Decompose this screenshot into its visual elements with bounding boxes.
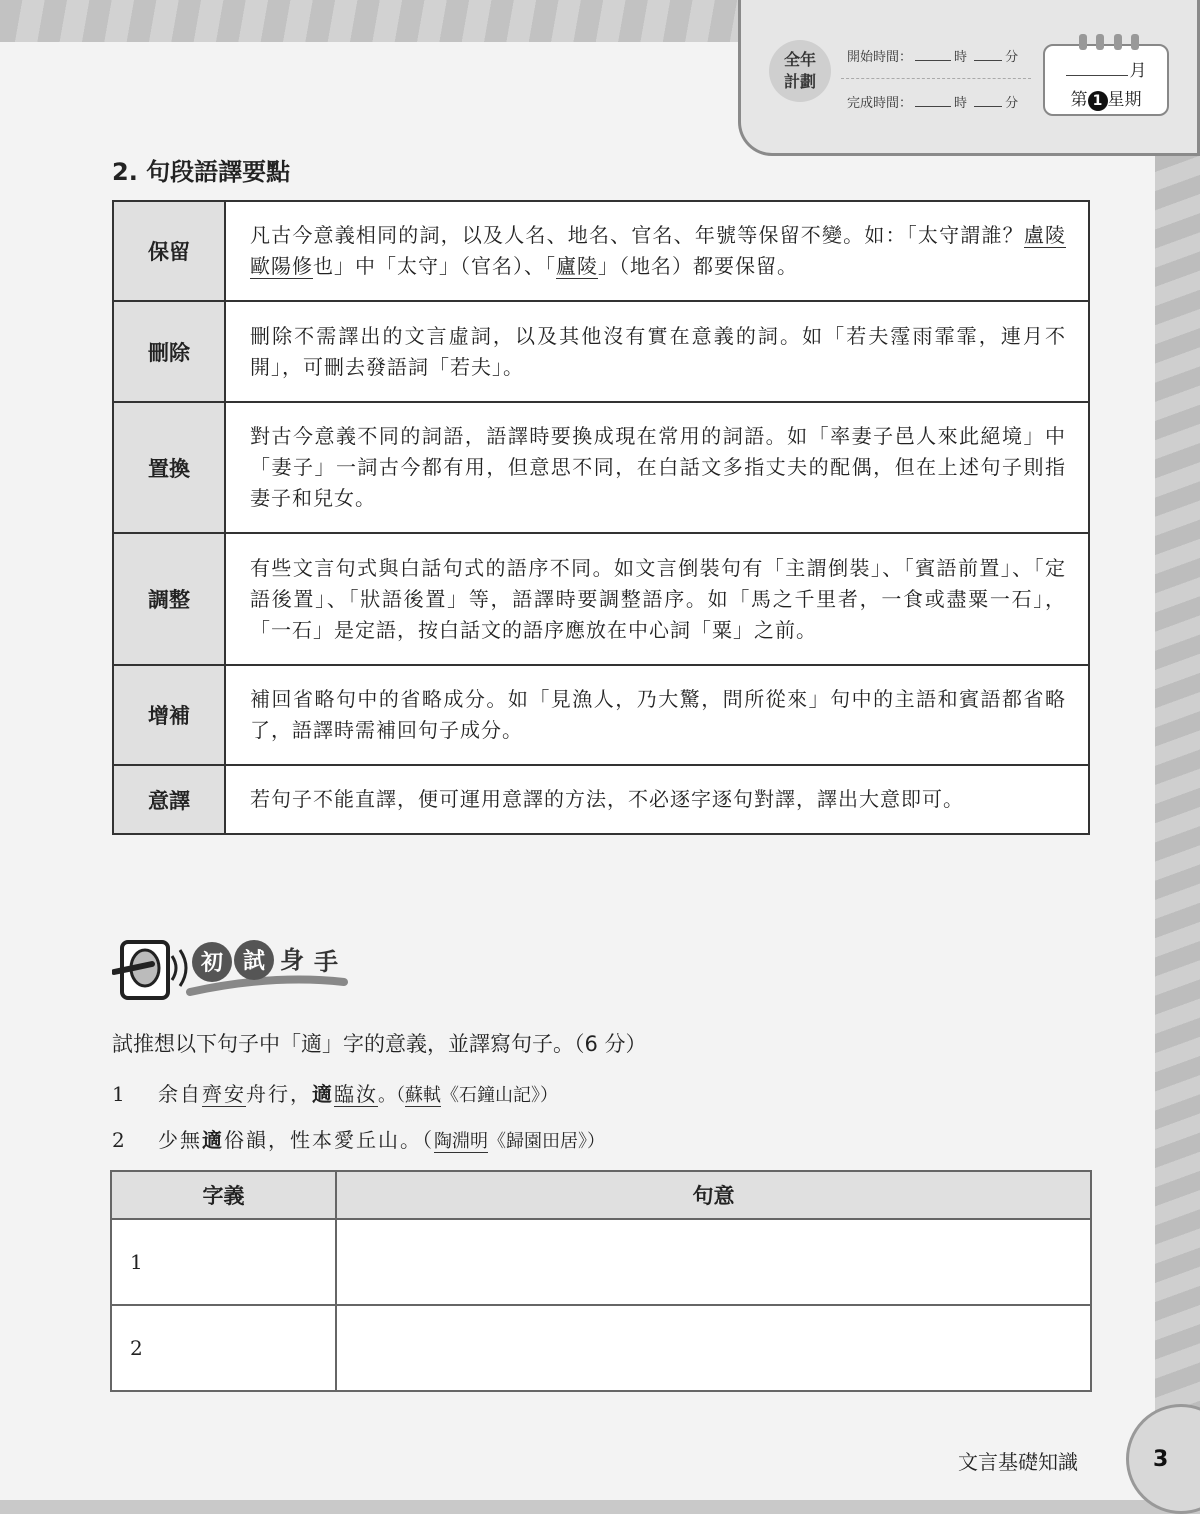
start-time-row: 開始時間： 時 分 <box>847 50 1019 65</box>
section-title: 2. 句段語譯要點 <box>112 158 291 186</box>
table-row <box>111 1219 1091 1305</box>
point-text: 若句子不能直譯，便可運用意譯的方法，不必逐字逐句對譯，譯出大意即可。 <box>225 765 1089 834</box>
exercise-sentence-2: 2 少無適俗韻，性本愛丘山。（陶淵明《歸園田居》） <box>112 1128 605 1152</box>
calendar-month: 月 <box>1045 56 1167 81</box>
translation-points-table <box>112 200 1090 835</box>
week-number-badge: 1 <box>1088 91 1108 111</box>
end-minute-blank[interactable] <box>974 106 1002 107</box>
month-blank[interactable] <box>1066 75 1128 76</box>
end-hour-blank[interactable] <box>915 106 951 107</box>
trial-title-char: 初 <box>200 951 224 976</box>
trial-title-char: 身 <box>280 946 304 974</box>
footer-chapter-title: 文言基礎知識 <box>958 1450 1078 1474</box>
side-decorative-border <box>1154 0 1200 1500</box>
point-label: 調整 <box>113 533 225 665</box>
point-text: 凡古今意義相同的詞，以及人名、地名、官名、年號等保留不變。如：「太守謂誰？盧陵歐陽修也」中「太守」（官名）、「廬陵」（地名）都要保留。 <box>225 201 1089 301</box>
point-text: 刪除不需譯出的文言虛詞，以及其他沒有實在意義的詞。如「若夫霪雨霏霏，連月不開」，可刪去發語詞「若夫」。 <box>225 301 1089 402</box>
answer-word-cell[interactable]: 2 <box>111 1305 336 1391</box>
planner-divider <box>841 78 1031 79</box>
table-row <box>113 665 1089 765</box>
answer-sentence-cell[interactable] <box>336 1305 1091 1391</box>
end-time-row: 完成時間： 時 分 <box>847 96 1019 111</box>
answer-sentence-cell[interactable] <box>336 1219 1091 1305</box>
calendar-week: 第 1 星期 <box>1070 90 1142 110</box>
exercise-instruction: 試推想以下句子中「適」字的意義，並譯寫句子。（6 分） <box>112 1032 647 1056</box>
column-header-sentence-meaning: 句意 <box>336 1171 1091 1219</box>
point-text: 對古今意義不同的詞語，語譯時要換成現在常用的詞語。如「率妻子邑人來此絕境」中「妻子」一詞古今都有用，但意思不同，在白話文多指丈夫的配偶，但在上述句子則指妻子和兒女。 <box>225 402 1089 533</box>
table-row <box>111 1305 1091 1391</box>
point-text: 有些文言句式與白話句式的語序不同。如文言倒裝句有「主謂倒裝」、「賓語前置」、「定語後置」、「狀語後置」等，語譯時要調整語序。如「馬之千里者，一食或盡粟一石」，「一石」是定語，按白話文的語序應放在中心詞「粟」之前。 <box>225 533 1089 665</box>
table-row <box>113 402 1089 533</box>
planner-box <box>738 0 1200 156</box>
start-minute-blank[interactable] <box>974 60 1002 61</box>
table-row <box>113 765 1089 834</box>
answer-header-row <box>111 1171 1091 1219</box>
calendar-rings-icon <box>1079 34 1139 50</box>
point-label: 刪除 <box>113 301 225 402</box>
start-hour-blank[interactable] <box>915 60 951 61</box>
point-label: 置換 <box>113 402 225 533</box>
point-label: 意譯 <box>113 765 225 834</box>
trial-title-char: 試 <box>242 949 266 974</box>
calendar-box <box>1043 44 1169 116</box>
point-text: 補回省略句中的省略成分。如「見漁人，乃大驚，問所從來」句中的主語和賓語都省略了，語譯時需補回句子成分。 <box>225 665 1089 765</box>
trial-section-logo <box>112 930 352 1010</box>
point-label: 增補 <box>113 665 225 765</box>
table-row <box>113 301 1089 402</box>
answer-table <box>110 1170 1092 1392</box>
annual-plan-badge: 全年 計劃 <box>769 40 831 102</box>
exercise-sentence-1: 1 余自齊安舟行，適臨汝。（蘇軾《石鐘山記》） <box>112 1082 558 1106</box>
point-label: 保留 <box>113 201 225 301</box>
table-row <box>113 533 1089 665</box>
page-number: 3 <box>1153 1447 1169 1472</box>
table-row <box>113 201 1089 301</box>
column-header-word-meaning: 字義 <box>111 1171 336 1219</box>
trial-title-char: 手 <box>314 948 338 976</box>
answer-word-cell[interactable]: 1 <box>111 1219 336 1305</box>
drum-icon <box>114 942 186 998</box>
